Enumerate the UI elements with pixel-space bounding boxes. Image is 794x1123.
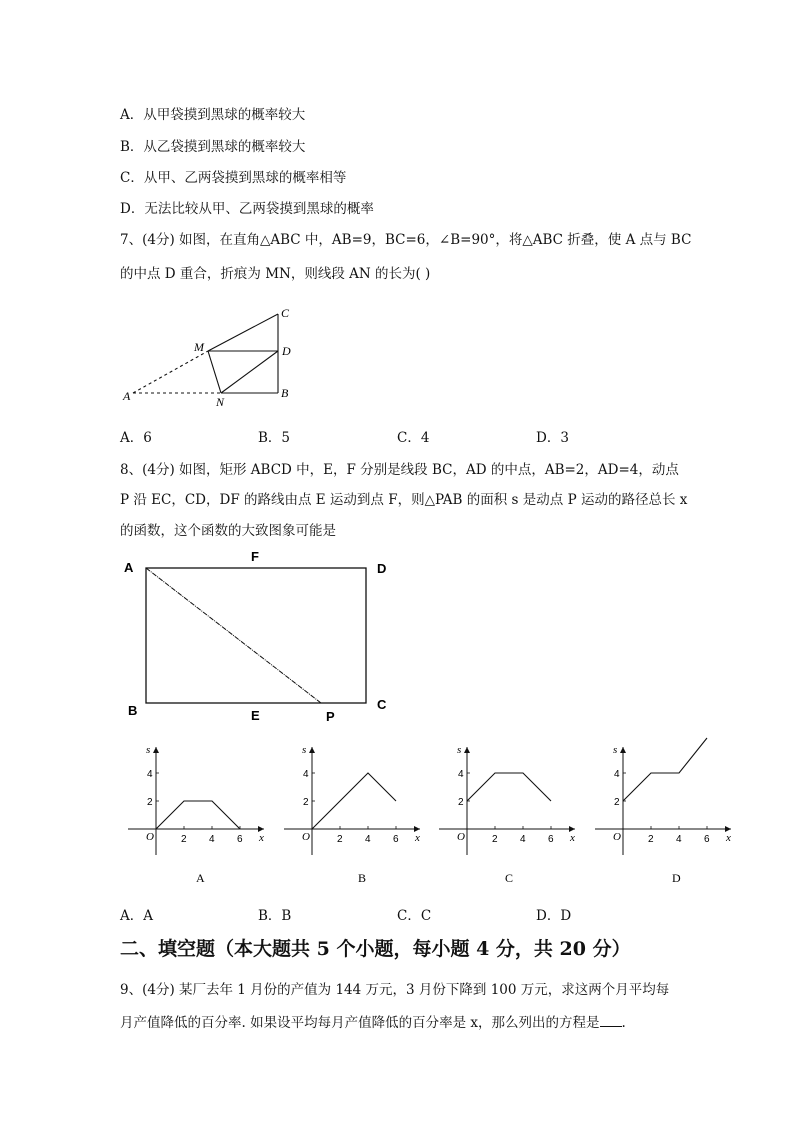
q8-label-d: D	[377, 561, 387, 576]
q8-label-a: A	[124, 560, 134, 575]
graph-a-curve	[156, 801, 240, 829]
q7-label-a: A	[123, 389, 131, 403]
q7-option-d: D．3	[536, 430, 569, 446]
graph-c-x-tick-4: 4	[520, 834, 526, 845]
graph-b-y-tick-2: 2	[303, 797, 309, 808]
q7-label-c: C	[281, 306, 290, 320]
q7-option-c: C．4	[397, 430, 430, 446]
graph-b-x-tick-6: 6	[393, 834, 399, 845]
q7-stem-line2: 的中点 D 重合，折痕为 MN，则线段 AN 的长为( )	[120, 266, 431, 282]
graph-c-x-tick-6: 6	[548, 834, 554, 845]
q6-option-c: C．从甲、乙两袋摸到黑球的概率相等	[120, 170, 347, 186]
graph-c-y-label: s	[457, 744, 462, 756]
q8-option-c: C．C	[397, 908, 432, 924]
graph-d-y-tick-2: 2	[614, 797, 620, 808]
q7-option-b: B．5	[258, 430, 291, 446]
q8-stem-line3: 的函数，这个函数的大致图象可能是	[120, 523, 336, 539]
graph-a-x-tick-4: 4	[209, 834, 215, 845]
q9-answer-blank	[600, 1014, 622, 1027]
graph-a-origin: O	[146, 831, 154, 843]
graph-d-y-arrow	[620, 747, 626, 753]
graph-d-x-label: x	[726, 832, 731, 844]
q7-label-n: N	[216, 395, 225, 409]
q6-option-d: D．无法比较从甲、乙两袋摸到黑球的概率	[120, 201, 374, 217]
graph-b-curve	[312, 773, 396, 829]
q8-option-d: D．D	[536, 908, 572, 924]
graph-a-caption: A	[196, 871, 205, 885]
graph-d-y-label: s	[613, 744, 618, 756]
q9-stem-line2	[120, 1011, 626, 1031]
q8-label-c: C	[377, 697, 387, 712]
graph-a-y-tick-2: 2	[147, 797, 153, 808]
q8-option-b: B．B	[258, 908, 292, 924]
q7-label-d: D	[282, 344, 291, 358]
graph-d-curve	[623, 738, 707, 801]
graph-c-origin: O	[457, 831, 465, 843]
graph-a-x-label: x	[259, 832, 264, 844]
graph-a-x-tick-2: 2	[181, 834, 187, 845]
section-title: 二、填空题（本大题共 5 个小题，每小题 4 分，共 20 分）	[120, 938, 631, 960]
graph-b-caption: B	[358, 871, 367, 885]
q8-label-f: F	[251, 549, 259, 564]
graph-b-x-tick-4: 4	[365, 834, 371, 845]
graph-d-x-tick-4: 4	[676, 834, 682, 845]
q8-label-p: P	[326, 709, 335, 724]
q7-option-a: A．6	[120, 430, 152, 446]
graph-a-y-tick-4: 4	[147, 769, 153, 780]
q6-option-a: A．从甲袋摸到黑球的概率较大	[120, 107, 306, 123]
graph-b-origin: O	[302, 831, 310, 843]
graph-c-curve	[467, 773, 551, 801]
graph-b-y-tick-4: 4	[303, 769, 309, 780]
q7-label-m: M	[194, 340, 204, 354]
q8-label-e: E	[251, 708, 260, 723]
graph-d-x-tick-6: 6	[704, 834, 710, 845]
q9-stem-line1: 9、(4分) 某厂去年 1 月份的产值为 144 万元，3 月份下降到 100 万元，求这两个月平均每	[120, 982, 670, 998]
q8-stem-line1: 8、(4分) 如图，矩形 ABCD 中，E，F 分别是线段 BC，AD 的中点，AB=2，AD=4，动点	[120, 462, 679, 478]
q6-option-b: B．从乙袋摸到黑球的概率较大	[120, 139, 306, 155]
graph-c-x-label: x	[570, 832, 575, 844]
q8-option-a: A．A	[120, 908, 153, 924]
graph-d-x-tick-2: 2	[648, 834, 654, 845]
graph-b-x-label: x	[415, 832, 420, 844]
graph-b-y-label: s	[302, 744, 307, 756]
graph-a-y-label: s	[146, 744, 151, 756]
q8-stem-line2: P 沿 EC，CD，DF 的路线由点 E 运动到点 F，则△PAB 的面积 s 是动点 P 运动的路径总长 x	[120, 492, 688, 508]
graph-c-caption: C	[505, 871, 514, 885]
graph-c-y-tick-4: 4	[458, 769, 464, 780]
graph-c-y-arrow	[464, 747, 470, 753]
graph-b-x-tick-2: 2	[337, 834, 343, 845]
graph-c-x-tick-2: 2	[492, 834, 498, 845]
graph-c-y-tick-2: 2	[458, 797, 464, 808]
graph-a-y-arrow	[153, 747, 159, 753]
graph-d-y-tick-4: 4	[614, 769, 620, 780]
graph-a-x-tick-6: 6	[237, 834, 243, 845]
q8-label-b: B	[128, 703, 138, 718]
q9-stem-line2-text: 月产值降低的百分率. 如果设平均每月产值降低的百分率是 x，那么列出的方程是	[120, 1015, 600, 1031]
graph-d-origin: O	[613, 831, 621, 843]
graph-d-caption: D	[672, 871, 681, 885]
q7-label-b: B	[281, 386, 289, 400]
graph-b-y-arrow	[309, 747, 315, 753]
q7-stem-line1: 7、(4分) 如图，在直角△ABC 中，AB=9，BC=6，∠B=90°，将△ABC 折叠，使 A 点与 BC	[120, 232, 692, 248]
q9-stem-line2-end: .	[621, 1015, 626, 1031]
